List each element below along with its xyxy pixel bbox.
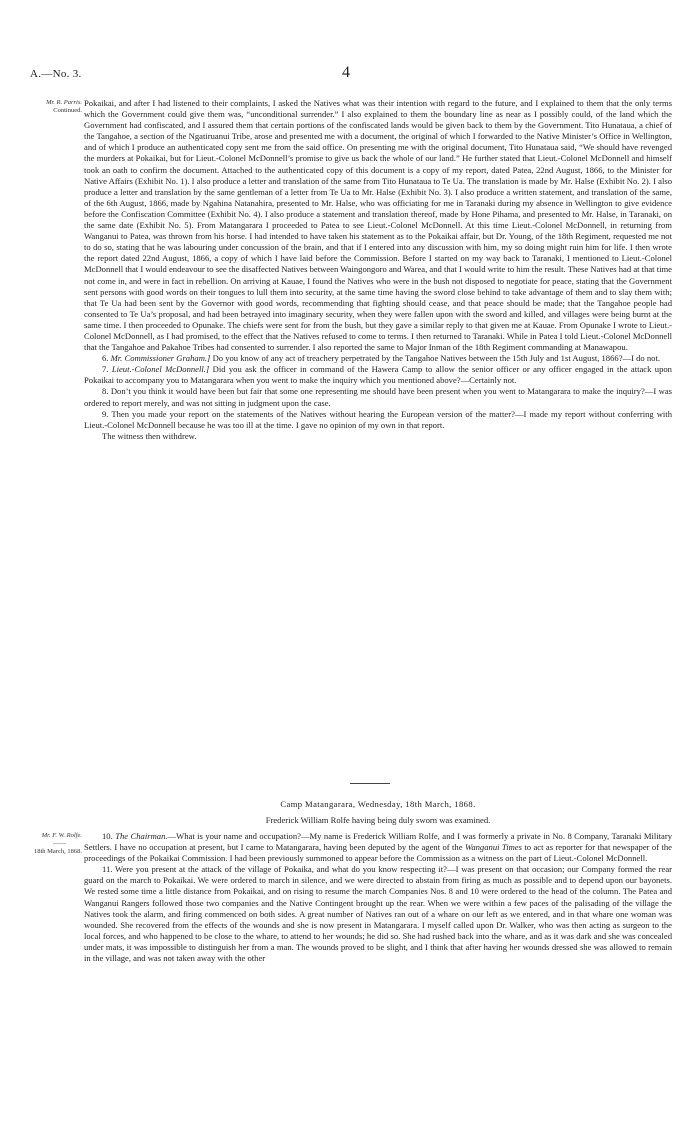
camp-heading: Camp Matangarara, Wednesday, 18th March, 1868.	[280, 799, 476, 809]
paragraph-statement: Pokaikai, and after I had listened to their complaints, I asked the Natives what was their intention with regard to the future, and I explained to them that the only terms which the Government could give them was, “unconditional surrender.” I also explained to them the boundary line as near as I possibly could, of the land which the Government had confiscated, and I assured them that certain portions of the confiscated lands would be given back to them by the Government. Tito Hunataua, a chief of the Tangahoe, a section of the Ngatiruanui Tribe, arose and presented me with a document, the original of which I forwarded to the Native Minister’s Office in Wellington, and of which I produce an authenticated copy sent me from the said office. On presenting me with the original document, Tito Hunataua said, “We should have revenged the murders at Pokaikai, but for Lieut.-Colonel McDonnell’s promise to give us back the whole of our land.” He further stated that Lieut.-Colonel McDonnell and himself took an oath to confirm the document. Attached to the authenticated copy of this document is a copy of my report, dated Patea, 22nd August, 1866, to the Minister for Native Affairs (Exhibit No. 1). I also produce a letter and translation of the same from Tito Hunataua to Te Ua. The translation is made by Mr. Halse (Exhibit No. 2). I also produce a letter and translation by the same gentleman of a letter from Te Ua to Mr. Halse (Exhibit No. 3). I also produce a written statement, and translation of the same, of the 6th August, 1866, made by Ngahina Natanahira, presented to Mr. Halse, who was officiating for me in Taranaki during my absence in Wellington to give evidence before the Confiscation Committee (Exhibit No. 4). I also produce a statement and translation thereof, made by Hone Pihama, and presented to Mr. Halse, in Taranaki, on the same date (Exhibit No. 5). From Matangarara I proceeded to Patea to see Lieut.-Colonel McDonnell. At this time Lieut.-Colonel McDonnell, in returning from Wanganui to Patea, was thrown from his horse. I had intended to have taken his statement as to the Pokaikai affair, but Dr. Young, of the 18th Regiment, requested me not to do so, stating that he was labouring under concussion of the brain, and that if I entered into any discussion with him, my so doing might ruin him for life. I then wrote the report dated 22nd August, 1866, a copy of which I have laid before the Commission. Before I started on my way back to Taranaki, I mentioned to Lieut.-Colonel McDonnell that I would endeavour to see the disaffected Natives between Waingongoro and Warea, and that I would write to him the result. These Natives had at that time not come in, and were in fact in rebellion. On arriving at Kauae, I found the Natives who were in the bush not disposed to negotiate for peace, stating that the Government sent persons with good words on their tongues to lull them into security, at the same time having the sword close behind to take advantage of them and to slay them with; that Te Ua had been sent by the Governor with good words, recommending that fighting should cease, and that peace should be made; that the Tangahoe people had consented to Te Ua’s proposal, and had been betrayed into imaginary security, when they were fallen upon with the sword and killed, and villages were being burnt at the same time. I then proceeded to Opunake. The chiefs were sent for from the bush, but they gave a similar reply to that given me at Kauae. From Opunake I wrote to Lieut.-Colonel McDonnell, as I had promised, to the effect that the Natives refused to come to terms. I then returned to Taranaki. While in Patea I told Lieut.-Colonel McDonnell that the Tangahoe and Pakahoe Tribes had consented to surrender. I also reported the same to Major Inman of the 18th Regiment commanding at Manawapou.	[84, 98, 672, 353]
question-6-text: Do you know of any act of treachery perpetrated by the Tangahoe Natives between the 15th July and 1st August, 1866?—I do not.	[212, 353, 660, 364]
section-divider	[350, 783, 390, 784]
question-11: 11. Were you present at the attack of the village of Pokaika, and what do you know respecting it?—I was present on that occasion; our Company formed the rear guard on the march to Pokaikai. We were ordered to march in silence, and we were directed to abstain from firing as much as possible and to depend upon our bayonets. We rested some time a little distance from Pokaikai, and on rising to resume the march Companies Nos. 8 and 10 were ordered to the head of the column. The Patea and Wanganui Rangers followed those two companies and the Native Contingent brought up the rear. When we were within a few paces of the palisading of the village the Natives took the alarm, and firing commenced on both sides. A great number of Natives ran out of a whare on our left as we entered, and in that whare one woman was wounded. She recovered from the effects of the wounds and she is now present in Matangarara. I myself called upon Dr. Walker, who was then acting as surgeon to the local forces, and who happened to be close to the whare, to attend to her wounds; he did so. She had rushed back into the whare, and as it was dark and she was concealed under mats, it was impossible to distinguish her from a man. The wounds proved to be slight, and I think that after having her wounds dressed she was allowed to remain in the village, and was not taken away with the other	[84, 864, 672, 964]
margin-note-rolfe-date: 18th March, 1868.	[33, 848, 82, 855]
sworn-line: Frederick William Rolfe having being duly sworn was examined.	[265, 815, 491, 825]
question-10-tail: to act as reporter for that newspaper of the proceedings of the Pokaikai Commission. I had been previously summoned to appear before the Commission as a witness on the part of Lieut.-Colonel McDonnell.	[84, 842, 672, 864]
newspaper-name: Wanganui Times	[464, 842, 522, 853]
margin-note-parris	[18, 99, 82, 115]
question-6-speaker: Mr. Commissioner Graham.]	[110, 353, 211, 364]
question-10-text: —What is your name and occupation?—My name is Frederick William Rolfe, and I was formerly a private in No. 8 Company, Taranaki Military Settlers. I have no occupation at present, but I came to Matangarara, having been deputed by the agent of the	[84, 831, 672, 853]
question-6-number: 6.	[102, 353, 109, 364]
question-10	[84, 831, 672, 864]
question-9: 9. Then you made your report on the statements of the Natives without hearing the European version of the matter?—I made my report without conferring with Lieut.-Colonel McDonnell because he was too ill at the time. I gave no opinion of my own in that report.	[84, 408, 672, 430]
evidence-section-1	[84, 98, 672, 442]
question-8: 8. Don’t you think it would have been but fair that some one representing me should have been present when you went to Matangarara to make the inquiry?—I was ordered to report merely, and was not sitting in judgment upon the case.	[84, 386, 672, 408]
question-7	[84, 364, 672, 386]
evidence-section-2	[84, 831, 672, 964]
question-7-number: 7.	[102, 364, 109, 375]
margin-note-parris-continued: Continued.	[53, 107, 82, 114]
margin-note-rolfe-name: Mr. F. W. Rolfe.	[41, 832, 82, 839]
question-7-text: Did you ask the officer in command of the Hawera Camp to allow the senior officer or any officer engaged in the attack upon Pokaikai to accompany you to Matangarara when you went to make the inquiry which you mentioned above?—Certainly not.	[84, 364, 672, 386]
series-label: A.—No. 3.	[30, 68, 82, 80]
margin-note-rolfe	[18, 832, 82, 856]
question-7-speaker: Lieut.-Colonel McDonnell.]	[111, 364, 210, 375]
question-10-speaker: The Chairman.	[115, 831, 168, 841]
question-6	[84, 353, 672, 364]
witness-withdrew: The witness then withdrew.	[102, 430, 197, 441]
page-number: 4	[342, 64, 350, 81]
margin-note-parris-name: Mr. R. Parris.	[46, 99, 82, 106]
margin-note-rolfe-dash: ——	[53, 840, 66, 847]
question-10-number: 10.	[102, 831, 113, 841]
